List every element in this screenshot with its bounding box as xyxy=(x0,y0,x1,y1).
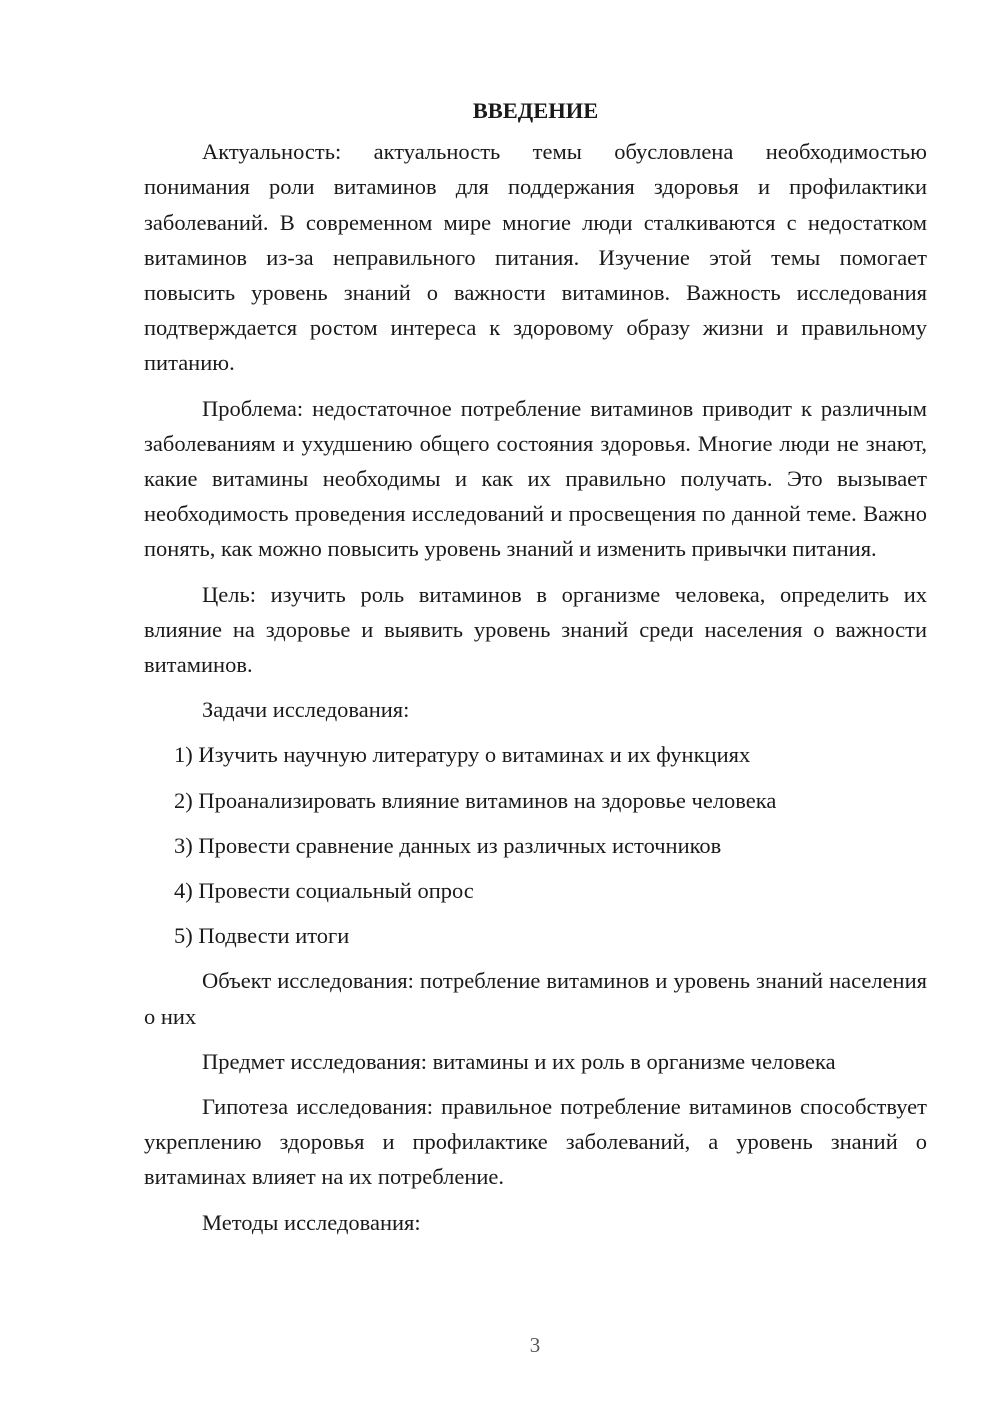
object-paragraph: Объект исследования: потребление витаминов и уровень знаний населения о них xyxy=(144,968,927,1029)
goal-paragraph: Цель: изучить роль витаминов в организме человека, определить их влияние на здоровье и выявить уровень знаний среди населения о важности витаминов. xyxy=(144,581,927,678)
list-item: 5) Подвести итоги xyxy=(174,923,350,949)
tasks-list xyxy=(144,737,927,953)
list-item: 4) Провести социальный опрос xyxy=(174,878,474,904)
relevance-paragraph: Актуальность: актуальность темы обусловлена необходимостью понимания роли витаминов для поддержания здоровья и профилактики заболеваний. В современном мире многие люди сталкиваются с недостатком витаминов из-за неправильного питания. Изучение этой темы помогает повысить уровень знаний о важности витаминов. Важность исследования подтверждается ростом интереса к здоровому образу жизни и правильному питанию. xyxy=(144,139,927,376)
list-item: 3) Провести сравнение данных из различных источников xyxy=(174,832,722,858)
methods-label: Методы исследования: xyxy=(202,1209,421,1235)
subject-paragraph: Предмет исследования: витамины и их роль в организме человека xyxy=(202,1048,836,1074)
section-title: ВВЕДЕНИЕ xyxy=(472,98,599,123)
page-content xyxy=(144,93,927,1250)
list-item: 1) Изучить научную литературу о витаминах и их функциях xyxy=(174,742,751,768)
problem-paragraph: Проблема: недостаточное потребление витаминов приводит к различным заболеваниям и ухудшению общего состояния здоровья. Многие люди не знают, какие витамины необходимы и как их правильно получать. Это вызывает необходимость проведения исследований и просвещения по данной теме. Важно понять, как можно повысить уровень знаний и изменить привычки питания. xyxy=(144,395,927,562)
tasks-label: Задачи исследования: xyxy=(202,697,410,723)
page-number: 3 xyxy=(529,1333,541,1357)
hypothesis-paragraph: Гипотеза исследования: правильное потребление витаминов способствует укреплению здоровья и профилактике заболеваний, а уровень знаний о витаминах влияет на их потребление. xyxy=(144,1094,927,1190)
list-item: 2) Проанализировать влияние витаминов на здоровье человека xyxy=(174,787,777,813)
